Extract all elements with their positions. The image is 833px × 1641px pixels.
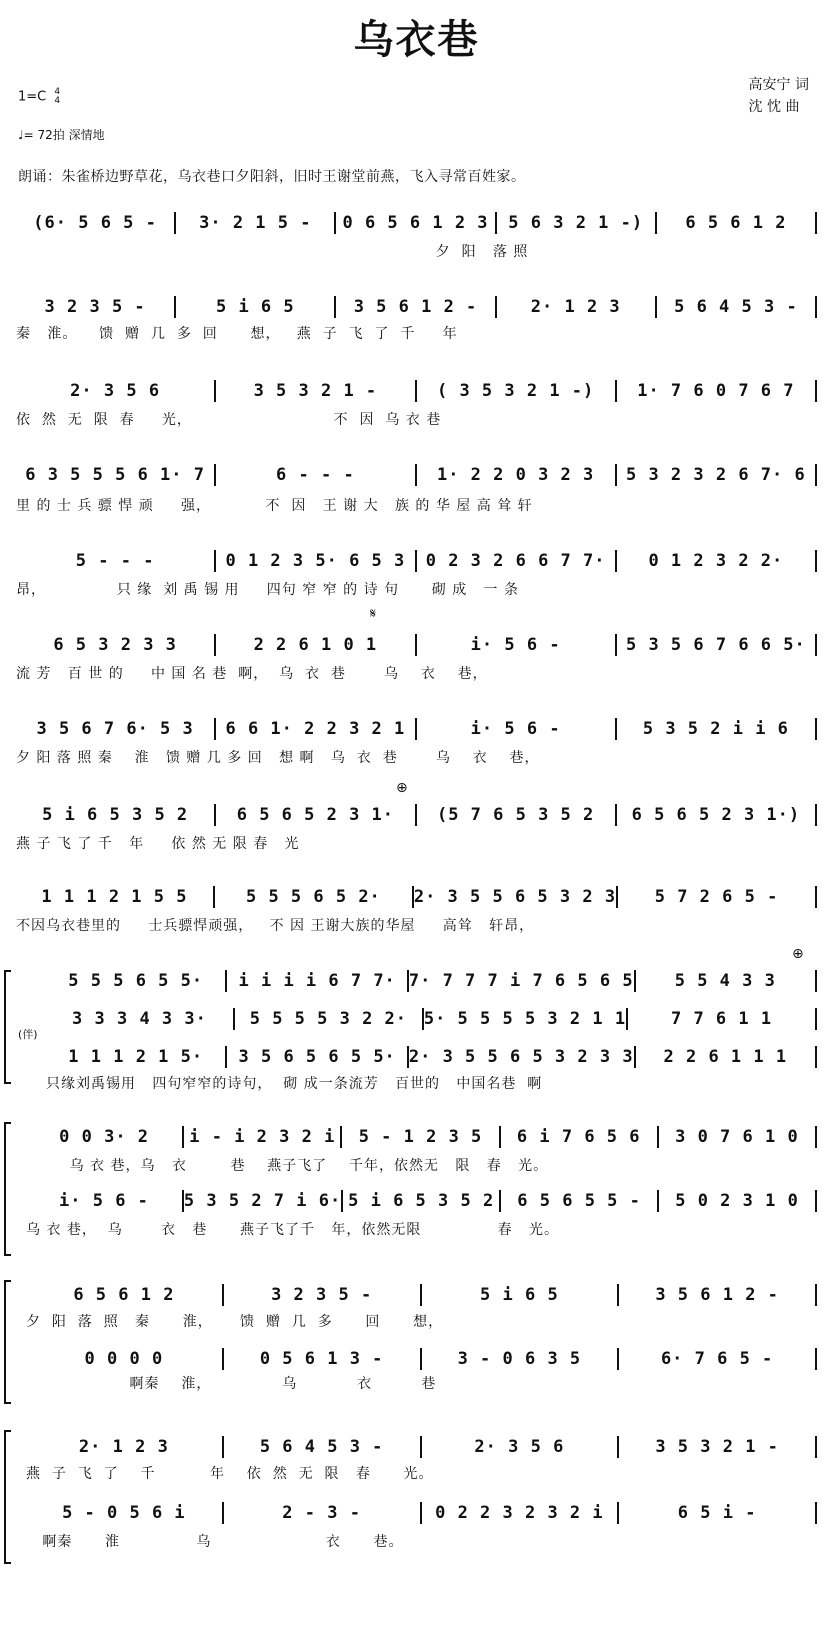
lyrics-row: 依 然 无 限 春 光， 不 因 乌 衣 巷 bbox=[16, 412, 442, 428]
time-denominator: 4 bbox=[54, 96, 61, 106]
measure: 3 5 6 1 2 - bbox=[619, 1284, 817, 1306]
measure: 3 5 3 2 1 - bbox=[619, 1436, 817, 1458]
lyrics-row: 秦 淮。 馈 赠 几 多 回 想， 燕 子 飞 了 千 年 bbox=[16, 326, 458, 342]
lyrics-row: 夕 阳 落 照 bbox=[16, 244, 529, 260]
time-numerator: 4 bbox=[54, 87, 61, 97]
measure: 6 5 6 5 2 3 1· bbox=[216, 804, 416, 826]
time-signature bbox=[54, 88, 60, 106]
lyrics-row: 只缘刘禹锡用 四句窄窄的诗句， 砌 成一条流芳 百世的 中国名巷 啊 bbox=[46, 1076, 543, 1092]
measure: 2· 3 5 5 6 5 3 2 3 3 bbox=[408, 1047, 634, 1067]
measure: 3 2 3 5 - bbox=[224, 1284, 422, 1306]
measure: 0 5 6 1 3 - bbox=[224, 1348, 422, 1370]
measure: 6 5 6 5 5 - bbox=[501, 1190, 659, 1212]
notation-row bbox=[16, 380, 817, 402]
measure: i· 5 6 - bbox=[417, 634, 617, 656]
lyrics-row: 燕 子 飞 了 千 年 依 然 无 限 春 光 bbox=[16, 836, 300, 852]
measure: 2 2 6 1 0 1 bbox=[216, 634, 416, 656]
measure: 3 5 6 5 6 5 5· bbox=[227, 1046, 408, 1068]
notation-row bbox=[26, 1284, 817, 1306]
measure: 5 i 6 5 bbox=[422, 1284, 620, 1306]
measure: 5 5 5 6 5 2· bbox=[215, 886, 414, 908]
measure: 5 5 4 3 3 bbox=[636, 970, 817, 992]
measure: 5 - 1 2 3 5 bbox=[342, 1126, 500, 1148]
lyrics-row: 里 的 士 兵 骠 悍 顽 强， 不 因 王 谢 大 族 的 华 屋 高 耸 轩 bbox=[16, 498, 533, 514]
measure: 5 6 4 5 3 - bbox=[224, 1436, 422, 1458]
measure: 7 7 6 1 1 bbox=[628, 1008, 817, 1030]
brace-duet-1 bbox=[4, 1122, 11, 1256]
measure: 0 1 2 3 5· 6 5 3 bbox=[216, 550, 416, 572]
measure: 6 5 6 5 2 3 1·) bbox=[617, 804, 817, 826]
notation-row bbox=[16, 718, 817, 740]
notation-row-accomp-1 bbox=[46, 970, 817, 992]
measure: 6 6 1· 2 2 3 2 1 bbox=[216, 718, 416, 740]
measure: 6 - - - bbox=[216, 464, 416, 486]
notation-row bbox=[16, 296, 817, 318]
notation-row bbox=[26, 1126, 817, 1148]
accompaniment-label: (伴) bbox=[18, 1028, 38, 1041]
measure: 3 3 3 4 3 3· bbox=[46, 1008, 235, 1030]
key-signature bbox=[18, 88, 60, 106]
measure: 5· 5 5 5 5 3 2 1 1 bbox=[423, 1009, 627, 1029]
measure: 6 i 7 6 5 6 bbox=[501, 1126, 659, 1148]
measure: i i i i 6 7 7· bbox=[227, 970, 408, 992]
notation-row bbox=[26, 1502, 817, 1524]
notation-row bbox=[16, 212, 817, 234]
measure: 3 5 3 2 1 - bbox=[216, 380, 416, 402]
lyrics-row: 啊秦 淮， 乌 衣 巷 bbox=[26, 1376, 437, 1392]
tempo-marking: ♩= 72拍 深情地 bbox=[18, 128, 105, 142]
coda-mark: ⊕ bbox=[396, 780, 408, 796]
measure: 3 2 3 5 - bbox=[16, 296, 176, 318]
measure: 6 5 6 1 2 bbox=[26, 1284, 224, 1306]
measure: 2· 1 2 3 bbox=[497, 296, 657, 318]
measure: 2· 3 5 5 6 5 3 2 3 bbox=[413, 887, 617, 907]
measure: 2 2 6 1 1 1 bbox=[636, 1046, 817, 1068]
measure: 6 5 3 2 3 3 bbox=[16, 634, 216, 656]
measure: 0 2 2 3 2 3 2 i bbox=[422, 1502, 620, 1524]
composer-credit: 沈 忱 曲 bbox=[748, 99, 800, 115]
credits bbox=[749, 74, 809, 118]
measure: 2· 1 2 3 bbox=[26, 1436, 224, 1458]
measure: 6 3 5 5 5 6 1· 7 bbox=[16, 464, 216, 486]
measure: 6 5 i - bbox=[619, 1502, 817, 1524]
measure: 1· 2 2 0 3 2 3 bbox=[417, 464, 617, 486]
brace-duet-2 bbox=[4, 1280, 11, 1404]
measure: 3 - 0 6 3 5 bbox=[422, 1348, 620, 1370]
lyrics-row: 燕 子 飞 了 千 年 依 然 无 限 春 光。 bbox=[26, 1466, 434, 1482]
measure: 2 - 3 - bbox=[224, 1502, 422, 1524]
measure: 5 3 5 6 7 6 6 5· bbox=[617, 634, 817, 656]
measure: 0 0 3· 2 bbox=[26, 1126, 184, 1148]
measure: 1 1 1 2 1 5· bbox=[46, 1046, 227, 1068]
measure: 5 i 6 5 bbox=[176, 296, 336, 318]
notation-row-accomp-3 bbox=[46, 1046, 817, 1068]
notation-row bbox=[16, 804, 817, 826]
notation-row bbox=[26, 1436, 817, 1458]
brace-duet-3 bbox=[4, 1430, 11, 1564]
measure: 5 3 2 3 2 6 7· 6 bbox=[617, 464, 817, 486]
lyricist-credit: 高安宁 词 bbox=[748, 77, 809, 93]
measure: 3 0 7 6 1 0 bbox=[659, 1126, 817, 1148]
lyrics-row: 昂， 只 缘 刘 禹 锡 用 四句 窄 窄 的 诗 句 砌 成 一 条 bbox=[16, 582, 520, 598]
measure: 0 6 5 6 1 2 3 bbox=[336, 212, 496, 234]
measure: 0 2 3 2 6 6 7 7· bbox=[417, 550, 617, 572]
notation-row bbox=[16, 634, 817, 656]
coda-mark-end: ⊕ bbox=[792, 946, 804, 962]
measure: 3 5 6 7 6· 5 3 bbox=[16, 718, 216, 740]
measure: 6· 7 6 5 - bbox=[619, 1348, 817, 1370]
measure: 0 0 0 0 bbox=[26, 1348, 224, 1370]
measure: 5 - - - bbox=[16, 550, 216, 572]
notation-row bbox=[16, 464, 817, 486]
measure: (5 7 6 5 3 5 2 bbox=[417, 804, 617, 826]
measure: 2· 3 5 6 bbox=[16, 380, 216, 402]
measure: 0 1 2 3 2 2· bbox=[617, 550, 817, 572]
measure: i - i 2 3 2 i bbox=[184, 1126, 342, 1148]
brace-accomp bbox=[4, 970, 11, 1084]
measure: 5 i 6 5 3 5 2 bbox=[16, 804, 216, 826]
notation-row-accomp-2 bbox=[46, 1008, 817, 1030]
measure: 5 0 2 3 1 0 bbox=[659, 1190, 817, 1212]
measure: (6· 5 6 5 - bbox=[16, 212, 176, 234]
measure: i· 5 6 - bbox=[417, 718, 617, 740]
notation-row bbox=[26, 1348, 817, 1370]
notation-row bbox=[16, 886, 817, 908]
measure: 5 i 6 5 3 5 2 bbox=[343, 1190, 501, 1212]
measure: 3· 2 1 5 - bbox=[176, 212, 336, 234]
notation-row bbox=[26, 1190, 817, 1212]
lyrics-row: 夕 阳 落 照 秦 淮 馈 赠 几 多 回 想 啊 乌 衣 巷 乌 衣 巷， bbox=[16, 750, 540, 766]
lyrics-row: 乌 衣 巷，乌 衣 巷 燕子飞了 千年，依然无 限 春 光。 bbox=[26, 1158, 549, 1174]
measure: 5 5 5 6 5 5· bbox=[46, 970, 227, 992]
measure: 2· 3 5 6 bbox=[422, 1436, 620, 1458]
measure: 7· 7 7 7 i 7 6 5 6 5 bbox=[408, 971, 634, 991]
measure: 5 - 0 5 6 i bbox=[26, 1502, 224, 1524]
measure: 5 3 5 2 7 i 6· bbox=[183, 1191, 342, 1211]
measure: 3 5 6 1 2 - bbox=[336, 296, 496, 318]
measure: 5 6 4 5 3 - bbox=[657, 296, 817, 318]
recitation-text: 朗诵：朱雀桥边野草花，乌衣巷口夕阳斜，旧时王谢堂前燕，飞入寻常百姓家。 bbox=[18, 169, 526, 185]
measure: i· 5 6 - bbox=[26, 1190, 184, 1212]
measure: 5 3 5 2 i i 6 bbox=[617, 718, 817, 740]
key-label: 1=C bbox=[18, 89, 47, 105]
song-title: 乌衣巷 bbox=[353, 17, 480, 63]
notation-row bbox=[16, 550, 817, 572]
measure: 1· 7 6 0 7 6 7 bbox=[617, 380, 817, 402]
lyrics-row: 夕 阳 落 照 秦 淮， 馈 赠 几 多 回 想， bbox=[26, 1314, 444, 1330]
lyrics-row: 啊秦 淮 乌 衣 巷。 bbox=[26, 1534, 404, 1550]
measure: 1 1 1 2 1 5 5 bbox=[16, 886, 215, 908]
lyrics-row: 乌 衣 巷， 乌 衣 巷 燕子飞了千 年，依然无限 春 光。 bbox=[26, 1222, 560, 1238]
lyrics-row: 不因乌衣巷里的 士兵骠悍顽强， 不 因 王谢大族的华屋 高耸 轩昂， bbox=[16, 918, 535, 934]
segno-mark: 𝄋 bbox=[370, 606, 377, 622]
measure: 5 5 5 5 3 2 2· bbox=[235, 1008, 424, 1030]
measure: 5 6 3 2 1 -) bbox=[497, 212, 657, 234]
measure: 5 7 2 6 5 - bbox=[618, 886, 817, 908]
measure: 6 5 6 1 2 bbox=[657, 212, 817, 234]
measure: ( 3 5 3 2 1 -) bbox=[417, 380, 617, 402]
lyrics-row: 流 芳 百 世 的 中 国 名 巷 啊， 乌 衣 巷 乌 衣 巷， bbox=[16, 666, 488, 682]
